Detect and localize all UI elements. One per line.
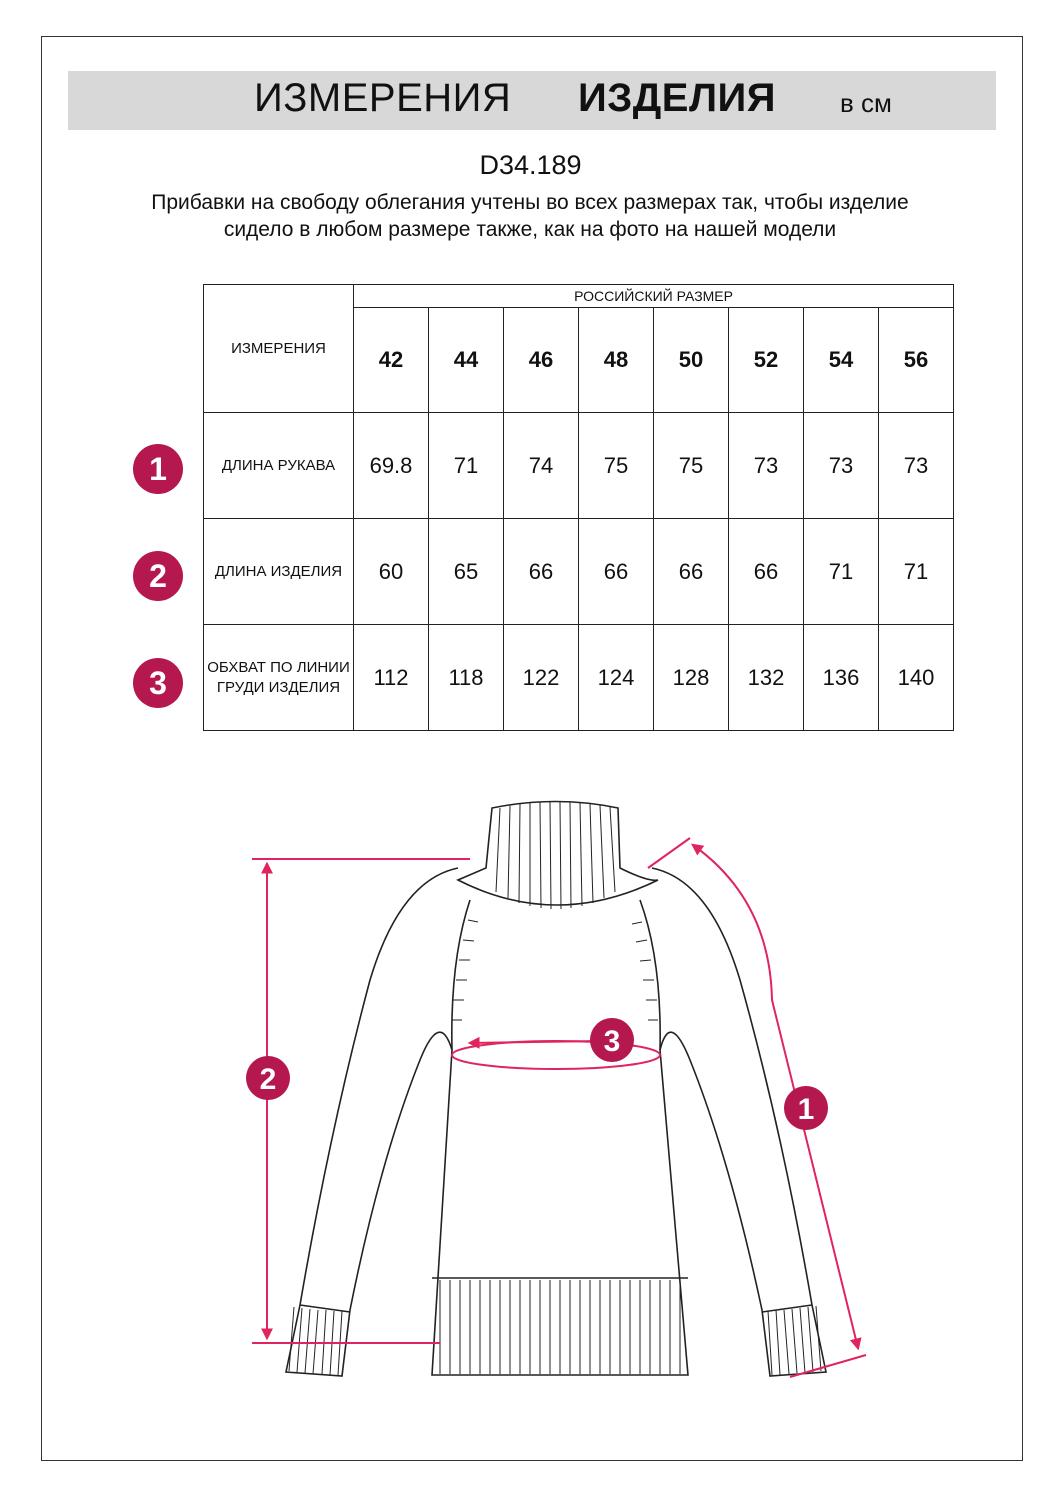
- table-cell: 71: [879, 519, 954, 625]
- sweater-sketch: [286, 802, 826, 1377]
- row-number-badge: 2: [133, 551, 183, 601]
- table-cell: 73: [879, 413, 954, 519]
- size-header: 42: [354, 308, 429, 413]
- table-cell: 136: [804, 625, 879, 731]
- size-header: 52: [729, 308, 804, 413]
- size-header: 54: [804, 308, 879, 413]
- raglan-ribbing: [452, 920, 658, 1020]
- hem-ribbing: [440, 1280, 680, 1374]
- table-cell: 66: [729, 519, 804, 625]
- table-cell: 73: [729, 413, 804, 519]
- table-cell: 74: [504, 413, 579, 519]
- table-cell: 69.8: [354, 413, 429, 519]
- sleeve-arrow: [693, 845, 858, 1348]
- table-cell: 118: [429, 625, 504, 731]
- table-cell: 124: [579, 625, 654, 731]
- right-cuff-ribbing: [768, 1306, 821, 1375]
- sleeve-badge-label: 1: [797, 1093, 815, 1126]
- chest-badge-label: 3: [603, 1025, 621, 1058]
- chest-arrow: [470, 1041, 600, 1043]
- length-badge-label: 2: [259, 1063, 277, 1096]
- table-cell: 128: [654, 625, 729, 731]
- row-number-badge: 3: [133, 658, 183, 708]
- diagram-badges: [246, 1018, 828, 1130]
- header-title-bold: ИЗДЕЛИЯ: [578, 76, 777, 120]
- table-cell: 71: [429, 413, 504, 519]
- size-header: 44: [429, 308, 504, 413]
- size-header: 48: [579, 308, 654, 413]
- table-cell: 75: [654, 413, 729, 519]
- row-label-garment-length: ДЛИНА ИЗДЕЛИЯ: [204, 519, 354, 625]
- table-cell: 66: [579, 519, 654, 625]
- fit-note: Прибавки на свободу облегания учтены во всех размерах так, чтобы изделие сидело в любом размере также, как на фото на нашей модели: [151, 191, 909, 241]
- header-title-light: ИЗМЕРЕНИЯ: [254, 76, 512, 120]
- table-cell: 112: [354, 625, 429, 731]
- size-group-header: РОССИЙСКИЙ РАЗМЕР: [354, 285, 954, 308]
- table-cell: 132: [729, 625, 804, 731]
- table-cell: 73: [804, 413, 879, 519]
- size-header: 46: [504, 308, 579, 413]
- product-code: D34.189: [479, 150, 582, 180]
- row-label-sleeve-length: ДЛИНА РУКАВА: [204, 413, 354, 519]
- table-cell: 66: [504, 519, 579, 625]
- sleeve-bottom-guide: [790, 1355, 866, 1377]
- measurement-lines: [252, 838, 866, 1377]
- table-cell: 71: [804, 519, 879, 625]
- table-cell: 75: [579, 413, 654, 519]
- measure-header: ИЗМЕРЕНИЯ: [204, 285, 354, 413]
- table-cell: 66: [654, 519, 729, 625]
- table-cell: 60: [354, 519, 429, 625]
- row-label-chest-girth: ОБХВАТ ПО ЛИНИИ ГРУДИ ИЗДЕЛИЯ: [204, 625, 354, 731]
- table-cell: 140: [879, 625, 954, 731]
- header-unit: в см: [840, 88, 892, 118]
- size-header: 56: [879, 308, 954, 413]
- table-cell: 122: [504, 625, 579, 731]
- table-cell: 65: [429, 519, 504, 625]
- sleeve-top-guide: [648, 838, 690, 868]
- row-number-badge: 1: [133, 444, 183, 494]
- size-header: 50: [654, 308, 729, 413]
